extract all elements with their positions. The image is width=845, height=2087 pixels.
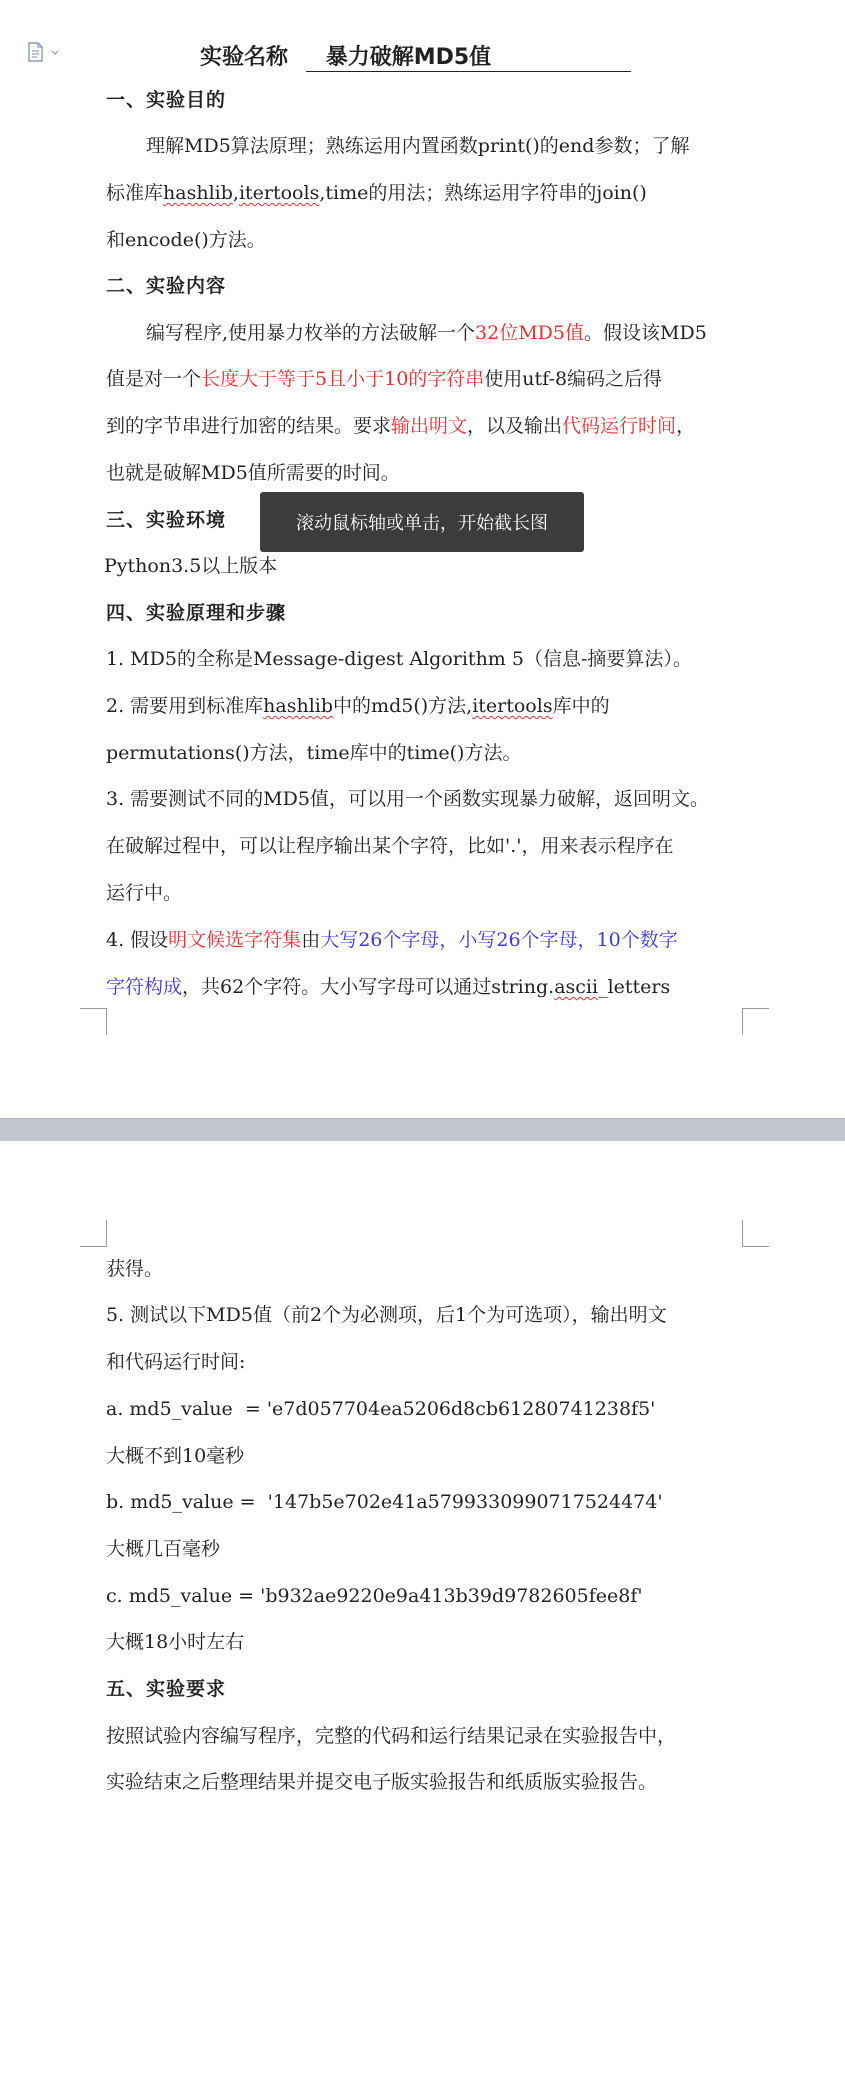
screenshot-tooltip[interactable]: 滚动鼠标轴或单击，开始截长图 — [260, 492, 584, 552]
crop-mark — [742, 1008, 769, 1035]
crop-mark — [742, 1220, 769, 1247]
md5-value-c: c. md5_value = 'b932ae9220e9a413b39d9782605fee8f' — [106, 1585, 643, 1607]
title-value: 暴力破解MD5值 — [306, 40, 631, 72]
s4-step-4-cont: 字符构成，共62个字符。大小写字母可以通过string.ascii_letters — [106, 976, 671, 998]
section-3-heading: 三、实验环境 — [106, 509, 227, 531]
md5-note-a: 大概不到10毫秒 — [106, 1445, 245, 1467]
s4-step-5: 5. 测试以下MD5值（前2个为必测项，后1个为可选项），输出明文 — [106, 1304, 667, 1326]
page-separator — [0, 1118, 845, 1142]
md5-note-c: 大概18小时左右 — [106, 1631, 245, 1653]
s4-step-3-end: 运行中。 — [106, 882, 183, 904]
s5-line-2: 实验结束之后整理结果并提交电子版实验报告和纸质版实验报告。 — [106, 1771, 658, 1793]
s2-line-4: 也就是破解MD5值所需要的时间。 — [106, 462, 400, 484]
s1-line-1: 理解MD5算法原理；熟练运用内置函数print()的end参数；了解 — [146, 135, 690, 157]
section-5-heading: 五、实验要求 — [106, 1678, 227, 1700]
s3-text: Python3.5以上版本 — [104, 555, 278, 577]
title-label: 实验名称 — [200, 45, 289, 70]
document-menu-icon[interactable] — [27, 42, 45, 62]
md5-note-b: 大概几百毫秒 — [106, 1538, 221, 1560]
s1-line-3: 和encode()方法。 — [106, 229, 266, 251]
crop-mark — [80, 1220, 107, 1247]
s4-step-1: 1. MD5的全称是Message-digest Algorithm 5（信息-摘要算法）。 — [106, 648, 692, 670]
s4-step-3-cont: 在破解过程中，可以让程序输出某个字符，比如'.'，用来表示程序在 — [106, 835, 674, 857]
s4-step-2-cont: permutations()方法，time库中的time()方法。 — [106, 742, 522, 764]
s2-line-1: 编写程序,使用暴力枚举的方法破解一个32位MD5值。假设该MD5 — [146, 322, 707, 344]
md5-value-a: a. md5_value = 'e7d057704ea5206d8cb61280741238f5' — [106, 1398, 656, 1420]
section-1-heading: 一、实验目的 — [106, 89, 227, 111]
crop-mark — [80, 1008, 107, 1035]
s4-step-4-end: 获得。 — [106, 1258, 164, 1280]
s2-line-3: 到的字节串进行加密的结果。要求输出明文，以及输出代码运行时间， — [106, 415, 696, 437]
document-page-2 — [0, 1141, 845, 2087]
s4-step-4: 4. 假设明文候选字符集由大写26个字母，小写26个字母，10个数字 — [106, 929, 678, 951]
s5-line-1: 按照试验内容编写程序，完整的代码和运行结果记录在实验报告中， — [106, 1725, 677, 1747]
s2-line-2: 值是对一个长度大于等于5且小于10的字符串使用utf-8编码之后得 — [106, 368, 663, 390]
section-4-heading: 四、实验原理和步骤 — [106, 602, 287, 624]
s1-line-2: 标准库hashlib,itertools,time的用法；熟练运用字符串的join() — [106, 182, 647, 204]
s4-step-5-cont: 和代码运行时间: — [106, 1351, 246, 1373]
chevron-down-icon[interactable] — [51, 50, 59, 56]
md5-value-b: b. md5_value = '147b5e702e41a5799330990717524474' — [106, 1491, 663, 1513]
s4-step-2: 2. 需要用到标准库hashlib中的md5()方法,itertools库中的 — [106, 695, 610, 717]
s4-step-3: 3. 需要测试不同的MD5值，可以用一个函数实现暴力破解，返回明文。 — [106, 788, 709, 810]
page-title — [200, 40, 631, 72]
section-2-heading: 二、实验内容 — [106, 275, 227, 297]
